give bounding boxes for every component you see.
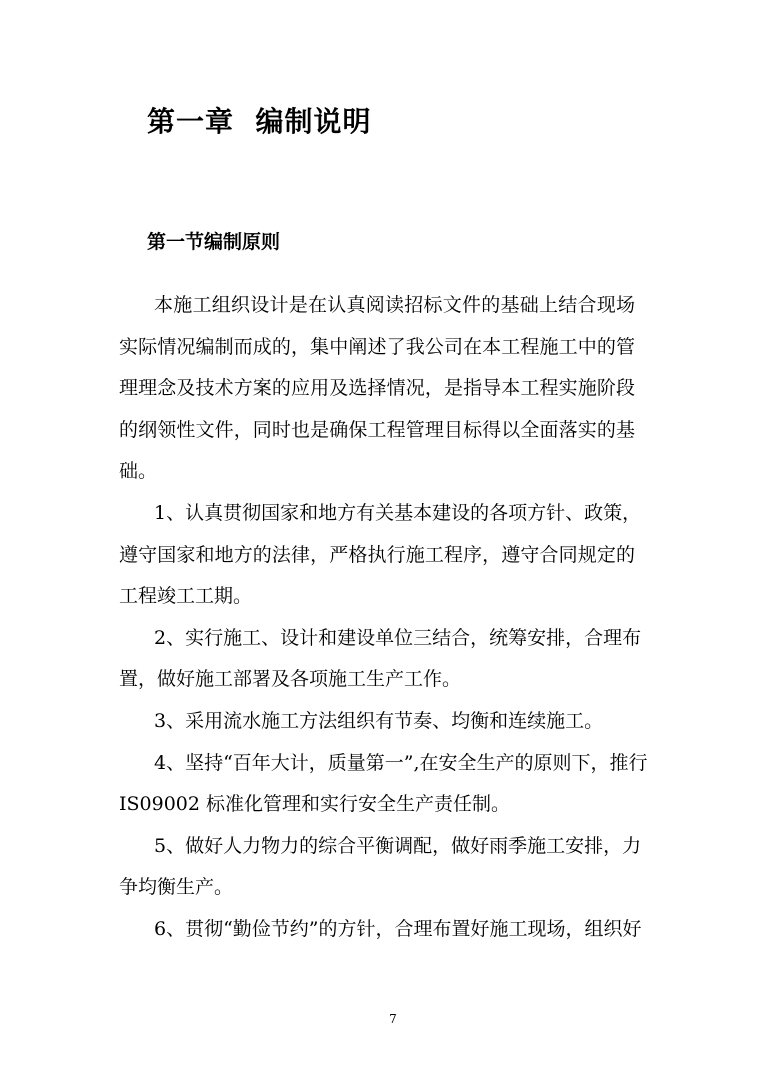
paragraph-line: 理理念及技术方案的应用及选择情况，是指导本工程实施阶段 xyxy=(119,377,635,400)
paragraph-line: 1、认真贯彻国家和地方有关基本建设的各项方针、政策， xyxy=(154,501,642,524)
paragraph-line: 4、坚持“百年大计，质量第一”,在安全生产的原则下，推行 xyxy=(154,751,648,774)
paragraph-line: 遵守国家和地方的法律，严格执行施工程序，遵守合同规定的 xyxy=(119,543,635,566)
paragraph-line: 本施工组织设计是在认真阅读招标文件的基础上结合现场 xyxy=(154,294,635,316)
section-title: 第一节编制原则 xyxy=(147,231,281,253)
page-number: 7 xyxy=(389,1012,397,1026)
paragraph-line: 5、做好人力物力的综合平衡调配，做好雨季施工安排，力 xyxy=(154,834,642,857)
paragraph-line: 6、贯彻“勤俭节约”的方针，合理布置好施工现场，组织好 xyxy=(154,917,642,940)
paragraph-line: IS09002 标准化管理和实行安全生产责任制。 xyxy=(119,793,511,816)
paragraph-line: 争均衡生产。 xyxy=(119,876,234,899)
chapter-title: 第一章 编制说明 xyxy=(147,105,372,138)
document-body xyxy=(119,285,648,951)
paragraph-line: 3、采用流水施工方法组织有节奏、均衡和连续施工。 xyxy=(154,709,604,732)
paragraph-line: 础。 xyxy=(119,460,158,483)
paragraph-line: 的纲领性文件，同时也是确保工程管理目标得以全面落实的基 xyxy=(119,418,635,441)
paragraph-line: 置，做好施工部署及各项施工生产工作。 xyxy=(119,668,462,691)
paragraph-line: 2、实行施工、设计和建设单位三结合，统筹安排，合理布 xyxy=(154,626,642,649)
paragraph-line: 工程竣工工期。 xyxy=(119,585,253,608)
paragraph-line: 实际情况编制而成的，集中阐述了我公司在本工程施工中的管 xyxy=(119,335,635,358)
